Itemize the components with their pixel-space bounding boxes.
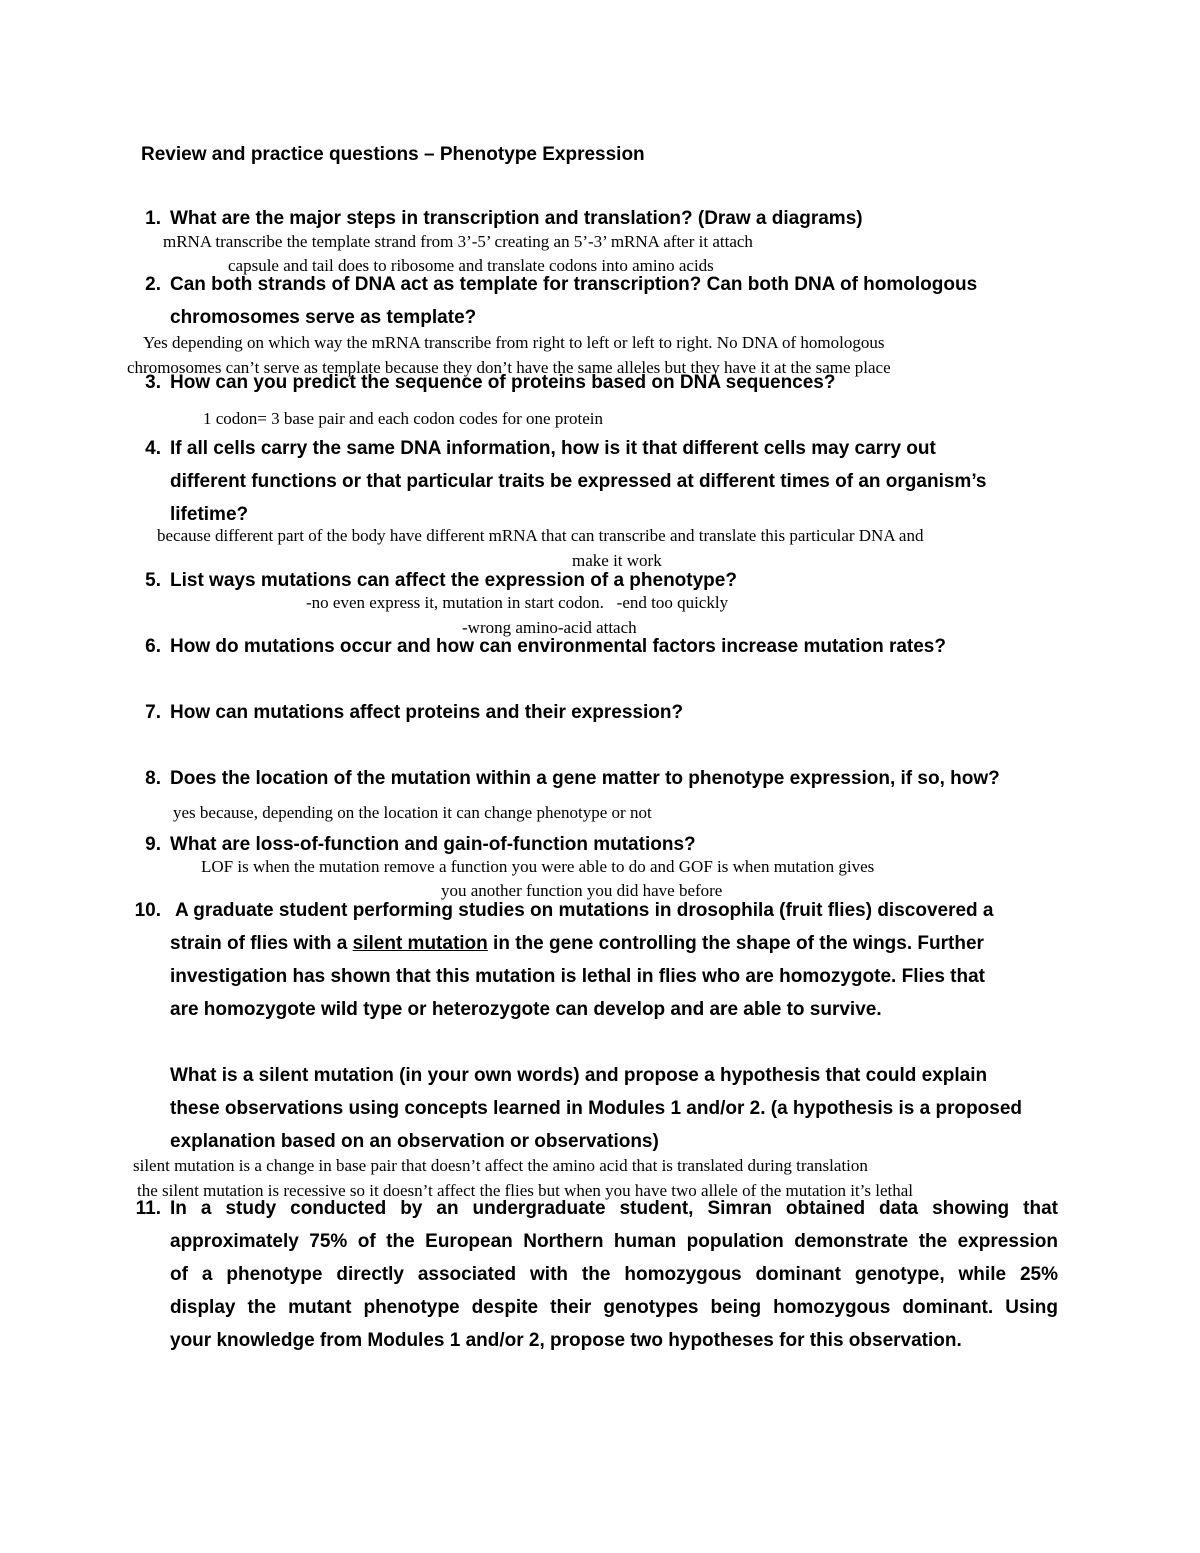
question-prompt: What is a silent mutation (in your own words) and propose a hypothesis that could explain — [170, 1065, 988, 1086]
question-text: are homozygote wild type or heterozygote can develop and are able to survive. — [170, 999, 882, 1020]
question-number: 1. — [145, 208, 161, 229]
answer-2-line-2: chromosomes can’t serve as template because they don’t have the same alleles but they have it at the same place — [127, 358, 891, 377]
answer-9-line-2: you another function you did have before — [441, 881, 723, 900]
question-text: What are the major steps in transcription and translation? (Draw a diagrams) — [170, 208, 863, 229]
question-prompt: explanation based on an observation or observations) — [170, 1131, 659, 1152]
question-text: How can you predict the sequence of proteins based on DNA sequences? — [170, 372, 836, 393]
answer-4-line-2: make it work — [572, 551, 662, 570]
question-prompt: these observations using concepts learned in Modules 1 and/or 2. (a hypothesis is a proposed — [170, 1098, 1023, 1119]
question-number: 4. — [145, 438, 161, 459]
question-number: 2. — [145, 274, 161, 295]
question-text: Can both strands of DNA act as template for transcription? Can both DNA of homologous — [170, 274, 978, 295]
answer-9-line-1: LOF is when the mutation remove a function you were able to do and GOF is when mutation gives — [201, 857, 875, 876]
question-text: investigation has shown that this mutation is lethal in flies who are homozygote. Flies that — [170, 966, 985, 987]
question-text: strain of flies with a — [170, 933, 353, 954]
answer-10-line-2: the silent mutation is recessive so it doesn’t affect the flies but when you have two allele of the mutation it’s lethal — [137, 1181, 913, 1200]
answer-10-line-1: silent mutation is a change in base pair that doesn’t affect the amino acid that is translated during translation — [133, 1156, 868, 1175]
question-text: If all cells carry the same DNA information, how is it that different cells may carry out — [170, 438, 936, 459]
question-text: How can mutations affect proteins and their expression? — [170, 702, 684, 723]
question-number: 10. — [134, 900, 161, 921]
page-title: Review and practice questions – Phenotype Expression — [141, 144, 645, 165]
answer-4-line-1: because different part of the body have different mRNA that can transcribe and translate this particular DNA and — [157, 526, 924, 545]
question-text: your knowledge from Modules 1 and/or 2, propose two hypotheses for this observation. — [170, 1330, 962, 1351]
question-number: 6. — [145, 636, 161, 657]
question-number: 9. — [145, 834, 161, 855]
answer-5-line-1: -no even express it, mutation in start codon. -end too quickly — [306, 593, 729, 612]
question-number: 8. — [145, 768, 161, 789]
answer-3: 1 codon= 3 base pair and each codon codes for one protein — [203, 409, 603, 428]
silent-mutation-term: silent mutation — [352, 933, 488, 954]
question-number: 11. — [135, 1198, 161, 1219]
answer-1-line-1: mRNA transcribe the template strand from 3’-5’ creating an 5’-3’ mRNA after it attach — [163, 232, 753, 251]
question-text: lifetime? — [170, 504, 249, 525]
question-text: List ways mutations can affect the expression of a phenotype? — [170, 570, 737, 591]
answer-5-line-2: -wrong amino-acid attach — [462, 618, 637, 637]
question-text: in the gene controlling the shape of the wings. Further — [487, 933, 984, 954]
question-text-line — [170, 927, 984, 960]
question-number: 3. — [145, 372, 161, 393]
answer-2-line-1: Yes depending on which way the mRNA transcribe from right to left or left to right. No DNA of homologous — [143, 333, 885, 352]
question-text: What are loss-of-function and gain-of-function mutations? — [170, 834, 696, 855]
question-number: 7. — [145, 702, 161, 723]
question-text: How do mutations occur and how can environmental factors increase mutation rates? — [170, 636, 946, 657]
question-text: Does the location of the mutation within a gene matter to phenotype expression, if so, how? — [170, 768, 1000, 789]
question-text: A graduate student performing studies on mutations in drosophila (fruit flies) discovered a — [175, 900, 994, 921]
question-text: different functions or that particular traits be expressed at different times of an organism’s — [170, 471, 987, 492]
question-number: 5. — [145, 570, 161, 591]
question-text: of a phenotype directly associated with the homozygous dominant genotype, while 25% — [170, 1264, 1058, 1285]
question-text: chromosomes serve as template? — [170, 307, 477, 328]
answer-1-line-2: capsule and tail does to ribosome and translate codons into amino acids — [228, 256, 714, 275]
question-text: display the mutant phenotype despite their genotypes being homozygous dominant. Using — [170, 1297, 1058, 1318]
question-text: In a study conducted by an undergraduate student, Simran obtained data showing that — [170, 1198, 1058, 1219]
question-text: approximately 75% of the European Northern human population demonstrate the expression — [170, 1231, 1058, 1252]
answer-8: yes because, depending on the location it can change phenotype or not — [173, 803, 652, 822]
